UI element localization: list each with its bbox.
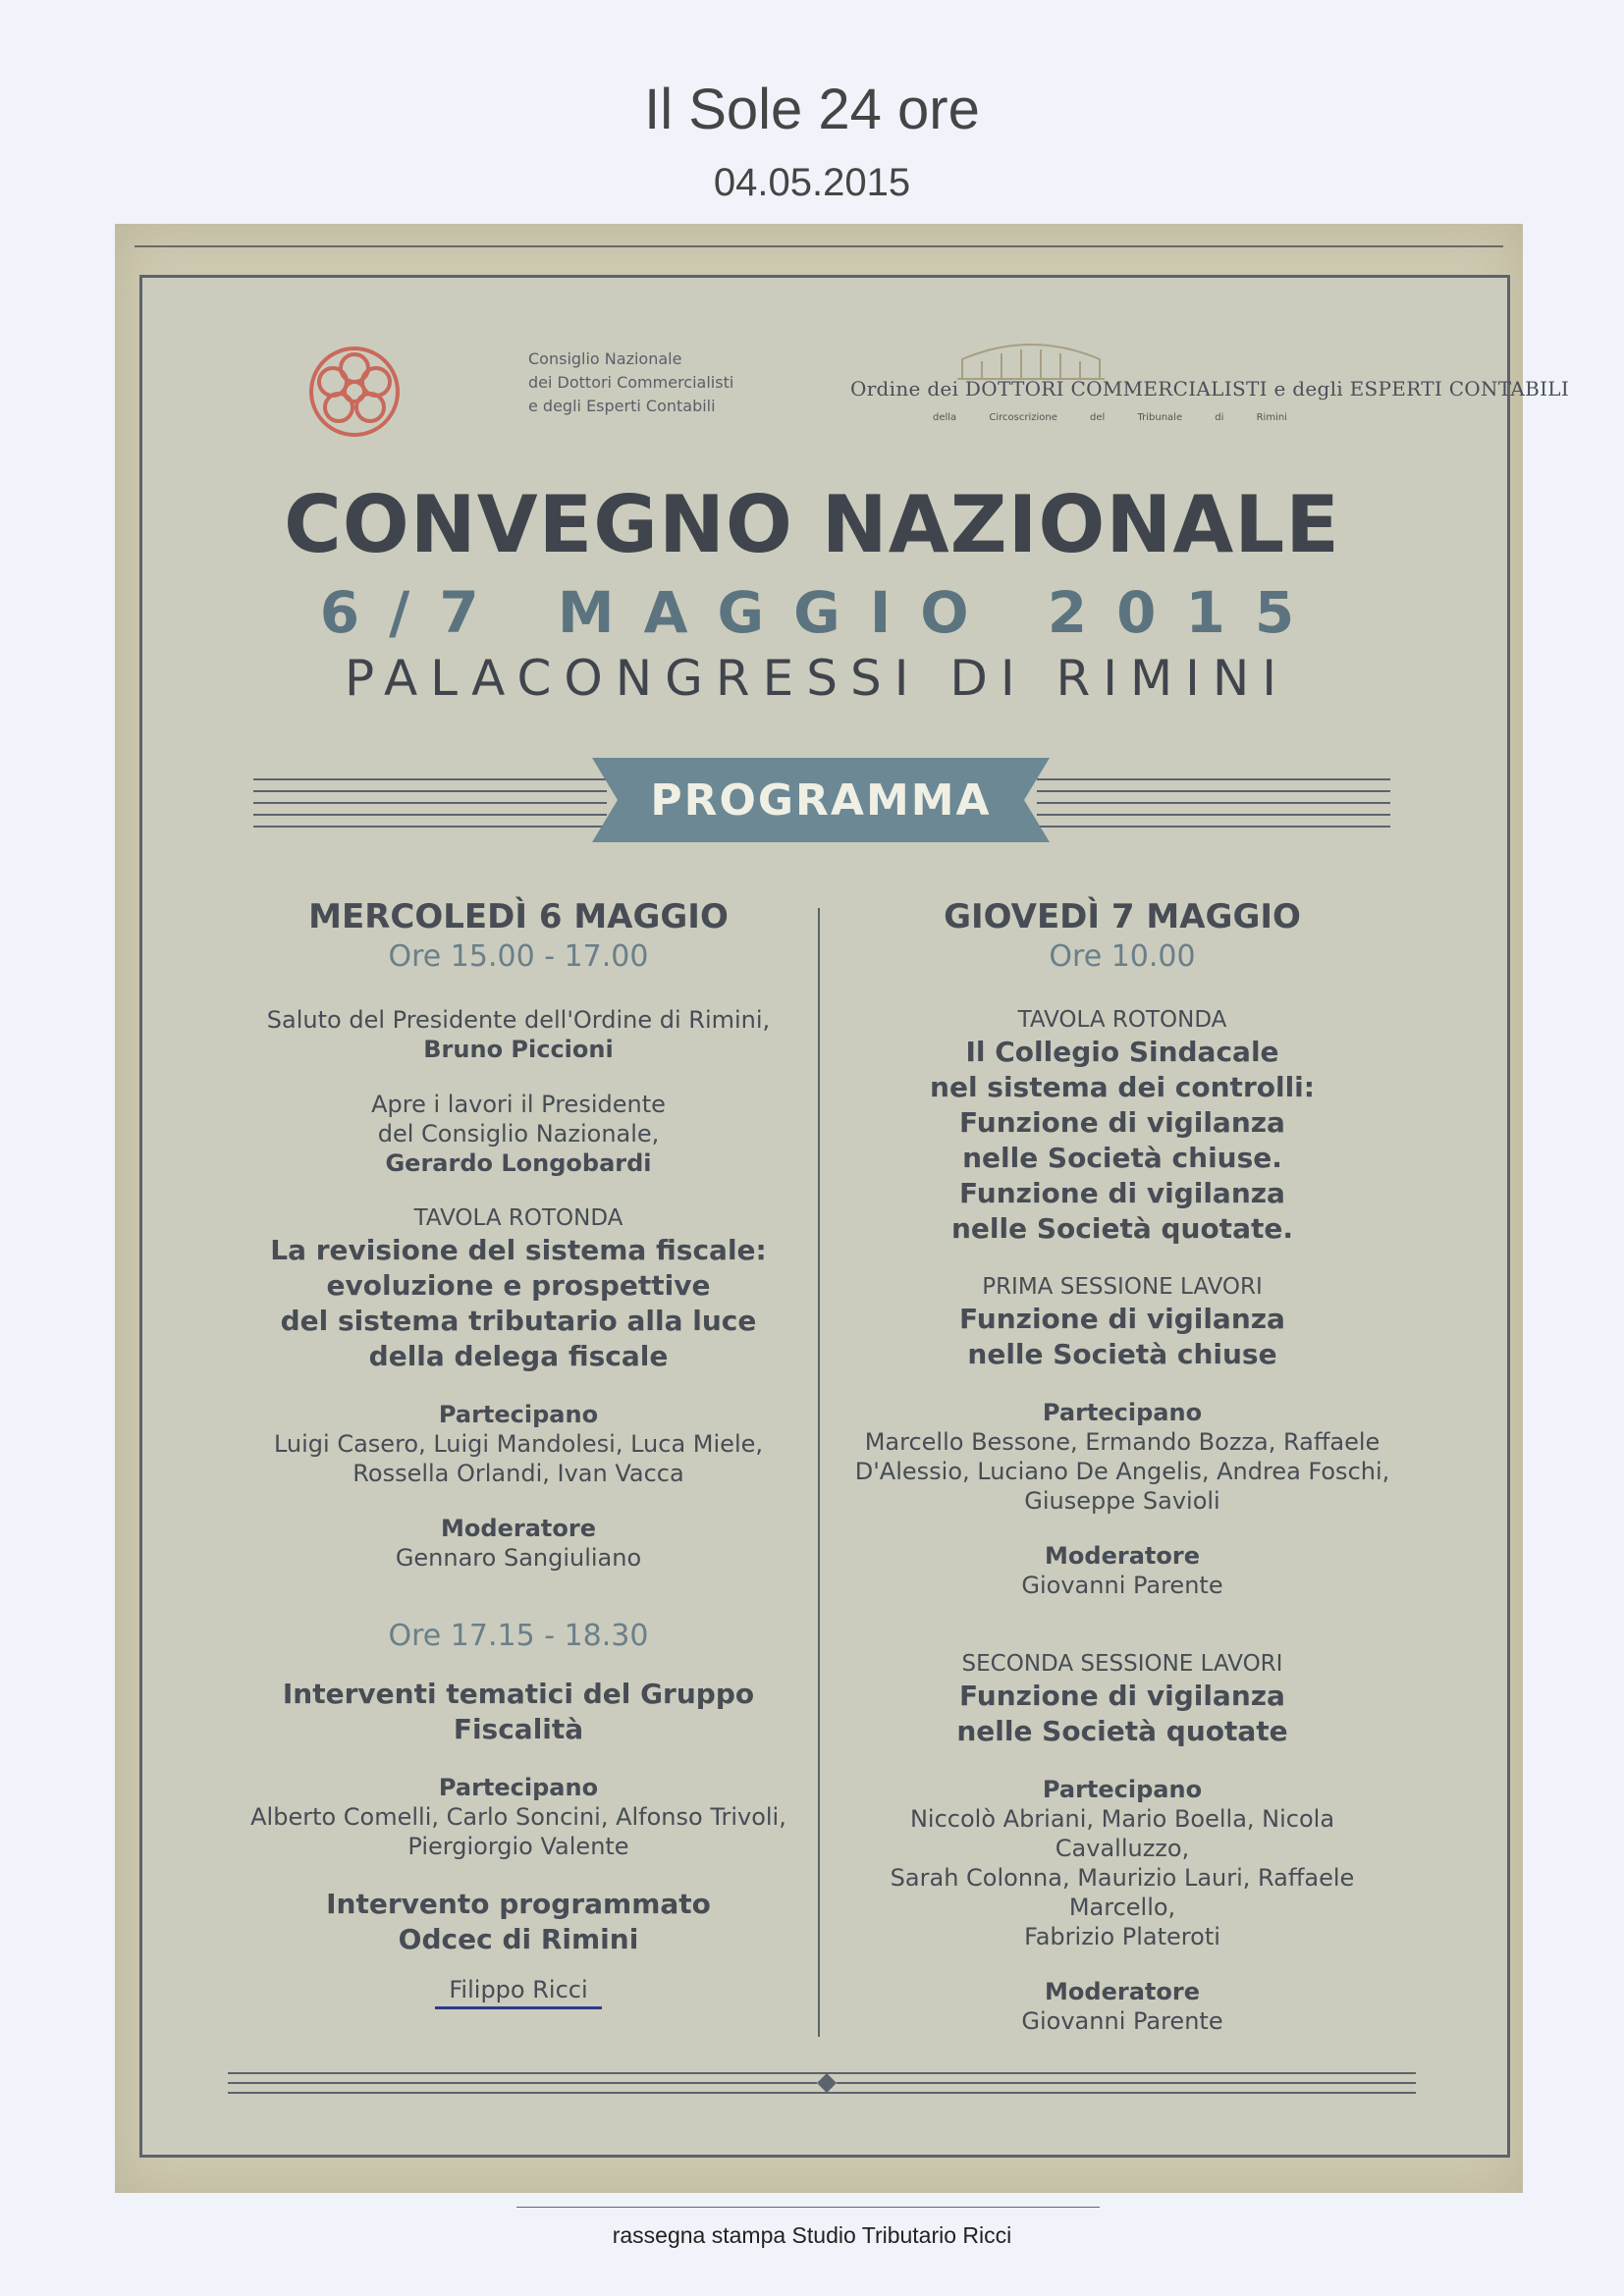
session2-label: SECONDA SESSIONE LAVORI	[961, 1651, 1283, 1677]
cndcec-logo-icon	[305, 343, 404, 441]
session1-topic-line: Funzione di vigilanza	[959, 1303, 1285, 1335]
day1-topic2: Interventi tematici del Gruppo Fiscalità	[282, 1678, 755, 1745]
cndcec-logo-text	[528, 347, 733, 418]
session1-participants-line: Giuseppe Savioli	[1024, 1487, 1220, 1515]
newspaper-title: Il Sole 24 ore	[644, 78, 980, 141]
greeting-name: Bruno Piccioni	[423, 1036, 614, 1063]
day1-column	[239, 895, 798, 2009]
cndcec-line-2: dei Dottori Commercialisti	[528, 373, 734, 392]
day2-title: GIOVEDÌ 7 MAGGIO	[944, 897, 1301, 936]
footer-rule	[516, 2207, 1100, 2208]
day2-topic-line: Funzione di vigilanza	[959, 1106, 1285, 1139]
day1-moderator-label: Moderatore	[441, 1515, 596, 1542]
day2-round-label: TAVOLA ROTONDA	[1017, 1007, 1227, 1033]
day1-title: MERCOLEDÌ 6 MAGGIO	[308, 897, 729, 936]
event-venue: PALACONGRESSI DI RIMINI	[344, 650, 1289, 707]
day1-topic-line: della delega fiscale	[368, 1340, 669, 1372]
day2-topic-line: nel sistema dei controlli:	[930, 1071, 1315, 1103]
greeting-text: Saluto del Presidente dell'Ordine di Rimini,	[266, 1006, 771, 1034]
day2-topic-line: nelle Società quotate.	[951, 1212, 1293, 1245]
session1-moderator: Giovanni Parente	[1021, 1572, 1223, 1599]
day1-topic-line: La revisione del sistema fiscale:	[270, 1234, 767, 1266]
session1-moderator-label: Moderatore	[1045, 1542, 1200, 1570]
day1-participants-label: Partecipano	[438, 1401, 599, 1428]
program-label: PROGRAMMA	[650, 774, 992, 826]
odcec-building-icon	[952, 330, 1110, 384]
session1-label: PRIMA SESSIONE LAVORI	[982, 1274, 1263, 1300]
program-talk-line: Odcec di Rimini	[398, 1923, 639, 1955]
event-title: CONVEGNO NAZIONALE	[284, 479, 1340, 570]
clipping-top-rule	[135, 245, 1503, 247]
day1-topic-line: del sistema tributario alla luce	[280, 1305, 757, 1337]
day2-column	[842, 895, 1402, 2036]
event-dates: 6/7 MAGGIO 2015	[319, 579, 1325, 646]
session2-moderator: Giovanni Parente	[1021, 2007, 1223, 2035]
session2-topic-line: Funzione di vigilanza	[959, 1680, 1285, 1712]
session2-participants-label: Partecipano	[1042, 1776, 1203, 1803]
program-speaker: Filippo Ricci	[435, 1975, 601, 2009]
day1-topic-line: evoluzione e prospettive	[326, 1269, 711, 1302]
session1-participants-line: Marcello Bessone, Ermando Bozza, Raffaele	[864, 1428, 1380, 1456]
day2-topic-line: Funzione di vigilanza	[959, 1177, 1285, 1209]
bottom-ornament-rule	[228, 2063, 1416, 2103]
odcec-logo-text: Ordine dei DOTTORI COMMERCIALISTI e degli ESPERTI CONTABILI	[850, 377, 1570, 400]
opening-text-1: Apre i lavori il Presidente	[371, 1091, 666, 1118]
program-talk-line: Intervento programmato	[326, 1888, 711, 1920]
day1-time: Ore 15.00 - 17.00	[388, 939, 649, 974]
opening-text-2: del Consiglio Nazionale,	[377, 1120, 660, 1148]
day1-moderator: Gennaro Sangiuliano	[395, 1544, 642, 1572]
day2-topic-line: Il Collegio Sindacale	[965, 1036, 1279, 1068]
session2-topic-line: nelle Società quotate	[956, 1715, 1288, 1747]
day1-participants2-label: Partecipano	[438, 1774, 599, 1801]
cndcec-line-1: Consiglio Nazionale	[528, 349, 682, 368]
session1-topic-line: nelle Società chiuse	[967, 1338, 1277, 1370]
day1-participants2-line: Alberto Comelli, Carlo Soncini, Alfonso Trivoli,	[250, 1803, 786, 1831]
day2-topic-line: nelle Società chiuse.	[962, 1142, 1282, 1174]
day1-time2: Ore 17.15 - 18.30	[388, 1619, 649, 1653]
session2-participants-line: Fabrizio Plateroti	[1024, 1923, 1220, 1950]
footer-text: rassegna stampa Studio Tributario Ricci	[612, 2222, 1012, 2248]
day1-participants-line: Luigi Casero, Luigi Mandolesi, Luca Miele,	[273, 1430, 764, 1458]
column-divider	[818, 908, 820, 2037]
session2-moderator-label: Moderatore	[1045, 1978, 1200, 2005]
session2-participants-line: Niccolò Abriani, Mario Boella, Nicola Cavalluzzo,	[909, 1805, 1335, 1862]
odcec-logo-subtext: della Circoscrizione del Tribunale di Rimini	[933, 412, 1287, 423]
day1-round-label: TAVOLA ROTONDA	[413, 1205, 623, 1231]
day1-participants-line: Rossella Orlandi, Ivan Vacca	[352, 1460, 684, 1487]
cndcec-line-3: e degli Esperti Contabili	[528, 397, 716, 415]
session2-participants-line: Sarah Colonna, Maurizio Lauri, Raffaele Marcello,	[890, 1864, 1355, 1921]
session1-participants-line: D'Alessio, Luciano De Angelis, Andrea Foschi,	[854, 1458, 1390, 1485]
day1-participants2-line: Piergiorgio Valente	[407, 1833, 629, 1860]
day2-time: Ore 10.00	[1049, 939, 1196, 974]
opening-name: Gerardo Longobardi	[385, 1149, 652, 1177]
publication-date: 04.05.2015	[713, 161, 911, 204]
session1-participants-label: Partecipano	[1042, 1399, 1203, 1426]
